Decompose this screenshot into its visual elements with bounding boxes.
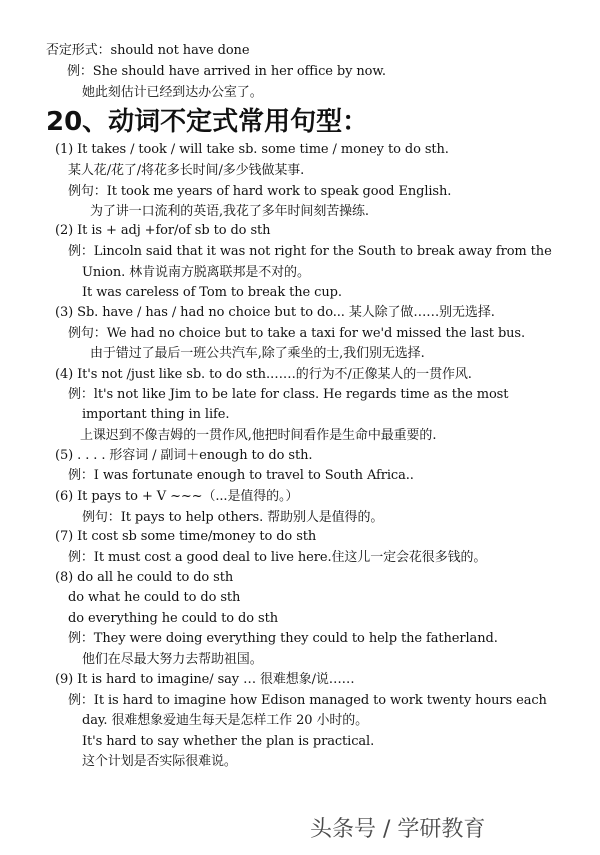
pattern-3-heading: (3) Sb. have / has / had no choice but to do... 某人除了做……别无选择.: [55, 305, 495, 320]
pattern-2-heading: (2) It is + adj +for/of sb to do sth: [55, 223, 271, 238]
pattern-8-heading: (8) do all he could to do sth: [55, 570, 234, 585]
pattern-8-variant-3: do everything he could to do sth: [68, 611, 278, 626]
pattern-9-example: 例：It is hard to imagine how Edison managed to work twenty hours each: [68, 693, 547, 708]
pattern-1-meaning: 某人花/花了/将花多长时间/多少钱做某事.: [68, 163, 305, 178]
pattern-5-heading: (5) . . . . 形容词 / 副词＋enough to do sth.: [55, 448, 313, 463]
section-title: 20、动词不定式常用句型：: [46, 107, 369, 137]
pattern-6-example: 例句：It pays to help others. 帮助别人是值得的。: [82, 510, 384, 525]
pattern-1-translation: 为了讲一口流利的英语,我花了多年时间刻苦操练.: [90, 204, 369, 219]
pattern-7-heading: (7) It cost sb some time/money to do sth: [55, 529, 317, 544]
pattern-3-translation: 由于错过了最后一班公共汽车,除了乘坐的士,我们别无选择.: [90, 346, 425, 361]
pattern-9-translation: 这个计划是否实际很难说。: [82, 754, 237, 769]
intro-example-en: 例：She should have arrived in her office by now.: [67, 64, 386, 79]
pattern-8-translation: 他们在尽最大努力去帮助祖国。: [82, 652, 263, 667]
pattern-4-example: 例：lt's not like Jim to be late for class. He regards time as the most: [68, 387, 509, 402]
pattern-1-example: 例句：It took me years of hard work to speak good English.: [68, 184, 452, 199]
pattern-9-example-cont: day. 很难想象爱迪生每天是怎样工作 20 小时的。: [82, 713, 369, 728]
pattern-2-example-1-cont: Union. 林肯说南方脱离联邦是不对的。: [82, 265, 310, 280]
pattern-2-example-1: 例：Lincoln said that it was not right for the South to break away from the: [68, 244, 552, 259]
pattern-4-heading: (4) It's not /just like sb. to do sth.……的行为不/正像某人的一贯作风.: [55, 367, 472, 382]
pattern-5-example: 例：I was fortunate enough to travel to South Africa..: [68, 468, 414, 483]
pattern-8-example: 例：They were doing everything they could to help the fatherland.: [68, 631, 498, 646]
pattern-7-example: 例：It must cost a good deal to live here.住这儿一定会花很多钱的。: [68, 550, 487, 565]
pattern-3-example: 例句：We had no choice but to take a taxi for we'd missed the last bus.: [68, 326, 526, 341]
pattern-9-example-2: It's hard to say whether the plan is practical.: [82, 734, 375, 749]
pattern-9-heading: (9) It is hard to imagine/ say … 很难想象/说……: [55, 672, 355, 687]
pattern-8-variant-2: do what he could to do sth: [68, 590, 241, 605]
pattern-4-example-cont: important thing in life.: [82, 407, 230, 422]
negative-form-line: 否定形式：should not have done: [46, 43, 250, 58]
intro-example-cn: 她此刻估计已经到达办公室了。: [82, 85, 263, 100]
pattern-2-example-2: It was careless of Tom to break the cup.: [82, 285, 342, 300]
pattern-1-heading: (1) It takes / took / will take sb. some time / money to do sth.: [55, 142, 449, 157]
pattern-4-translation: 上课迟到不像吉姆的一贯作风,他把时间看作是生命中最重要的.: [80, 428, 437, 443]
watermark-text: 头条号 / 学研教育: [310, 817, 486, 842]
pattern-6-heading: (6) It pays to + V ~~~（...是值得的。）: [55, 489, 299, 504]
